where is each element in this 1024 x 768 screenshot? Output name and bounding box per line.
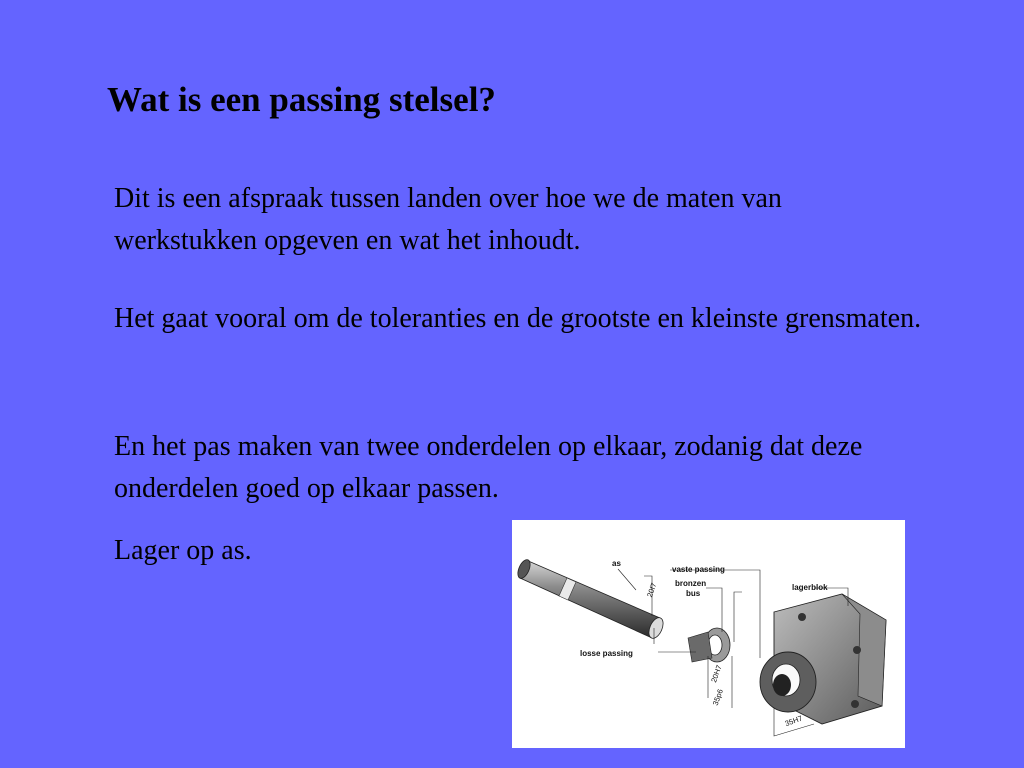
label-bus: bus	[686, 589, 701, 598]
label-vaste-passing: vaste passing	[672, 565, 725, 574]
dim-35h7: 35H7	[783, 713, 804, 729]
dim-35p6: 35p6	[710, 687, 725, 707]
shaft-part	[515, 558, 666, 641]
paragraph-definition: Dit is een afspraak tussen landen over hoe we de maten van werkstukken opgeven en wat het inhoudt.	[114, 183, 782, 256]
label-bronzen: bronzen	[675, 579, 707, 588]
bronze-bush-part	[688, 628, 730, 662]
bearing-block-part	[760, 594, 886, 724]
label-lagerblok: lagerblok	[792, 583, 828, 592]
bearing-on-shaft-illustration	[512, 520, 905, 748]
label-losse-passing: losse passing	[580, 649, 633, 658]
dim-20h7: 20H7	[709, 663, 724, 684]
paragraph-example: Lager op as.	[114, 535, 252, 566]
paragraph-fitting: En het pas maken van twee onderdelen op elkaar, zodanig dat deze onderdelen goed op elkaar passen.	[114, 431, 863, 504]
paragraph-tolerances: Het gaat vooral om de toleranties en de grootste en kleinste grensmaten.	[114, 303, 922, 334]
slide-title: Wat is een passing stelsel?	[107, 80, 496, 119]
dim-20f7: 20f7	[645, 581, 659, 599]
label-as: as	[612, 559, 621, 568]
